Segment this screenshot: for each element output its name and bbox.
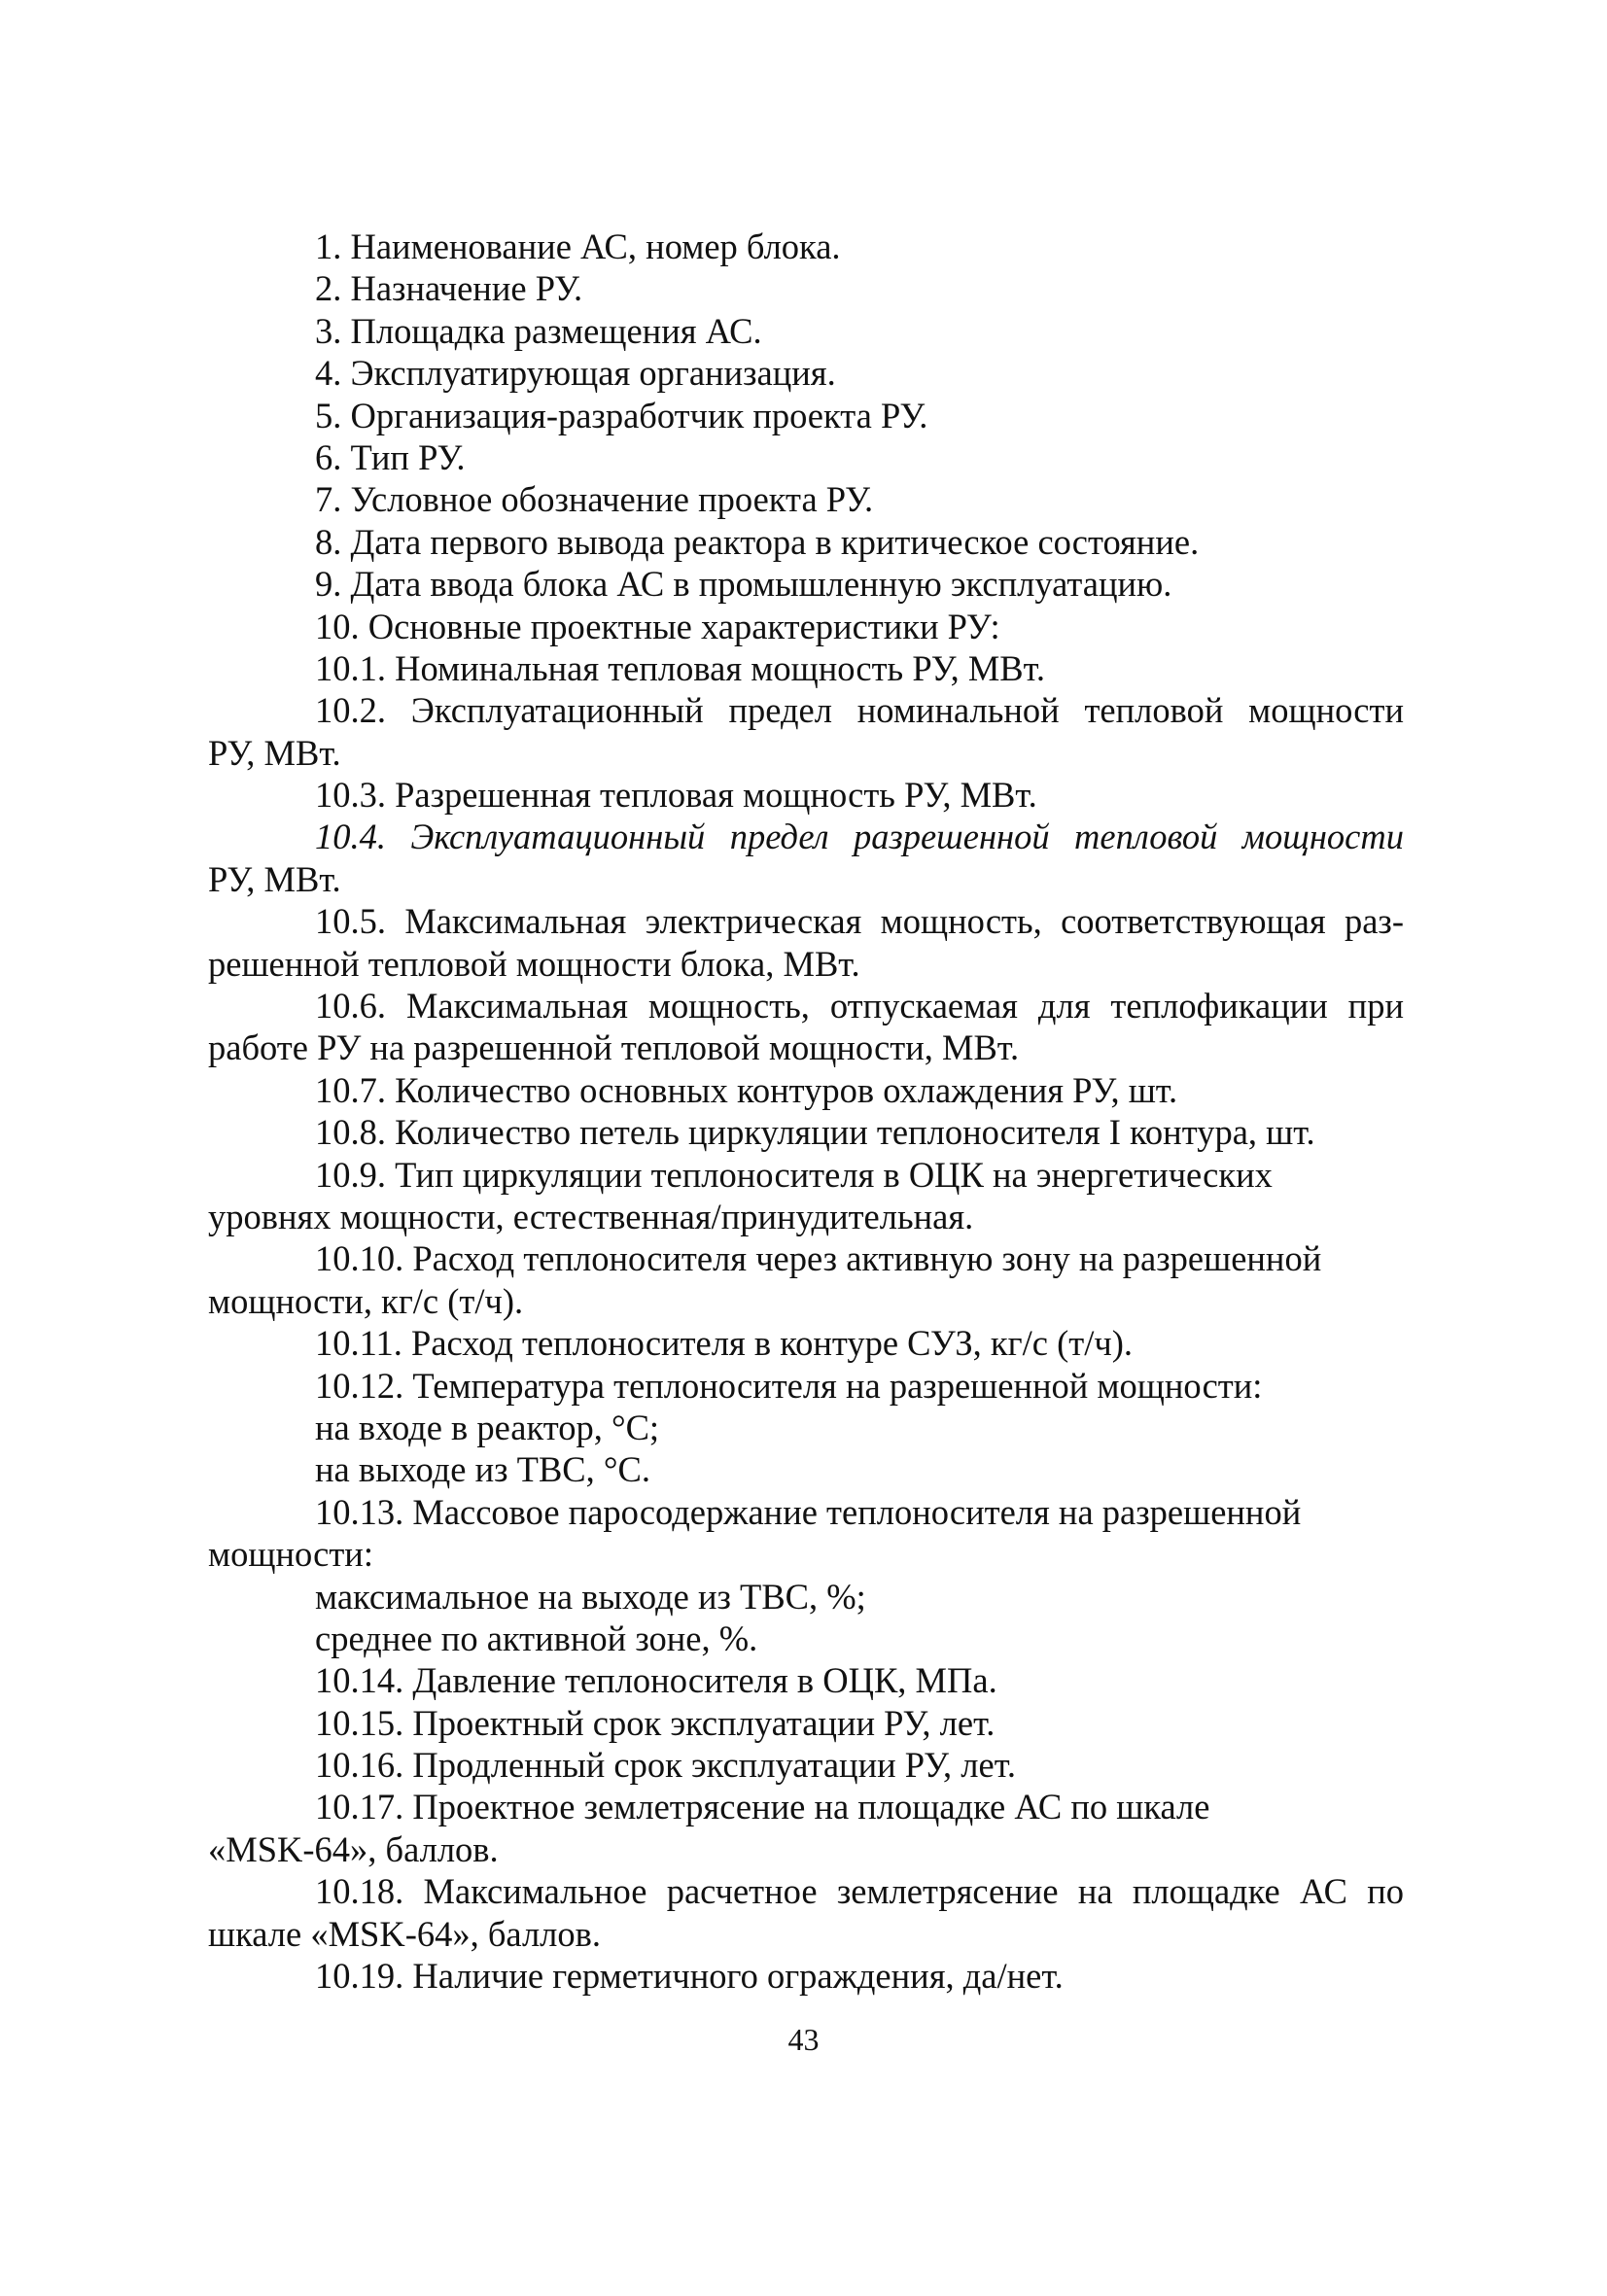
list-item: 10.2. Эксплуатационный предел номинальной тепловой мощности [315,690,1404,731]
list-item: 10.16. Продленный срок эксплуатации РУ, лет. [315,1745,1017,1786]
list-item: 10.9. Тип циркуляции теплоносителя в ОЦК на энергетических [315,1154,1273,1195]
sub-item: среднее по активной зоне, %. [315,1618,758,1658]
list-item: 9. Дата ввода блока АС в промышленную эксплуатацию. [315,564,1172,605]
list-item: 2. Назначение РУ. [315,268,583,309]
list-item: 10.1. Номинальная тепловая мощность РУ, МВт. [315,647,1045,688]
list-item: 10.10. Расход теплоносителя через активную зону на разрешенной [315,1238,1322,1279]
list-item: 10.17. Проектное землетрясение на площадке АС по шкале [315,1787,1210,1827]
list-item: 10.12. Температура теплоносителя на разрешенной мощности: [315,1365,1263,1406]
list-item-continuation: уровнях мощности, естественная/принудительная. [208,1196,974,1236]
list-item: 5. Организация-разработчик проекта РУ. [315,395,928,435]
list-item-continuation: «MSK-64», баллов. [208,1828,499,1869]
list-item: 10.3. Разрешенная тепловая мощность РУ, МВт. [315,775,1037,816]
list-item: 10.19. Наличие герметичного ограждения, да/нет. [315,1956,1064,1997]
page-number: 43 [787,2022,820,2057]
list-item: 10.18. Максимальное расчетное землетрясение на площадке АС по [315,1871,1404,1912]
list-item: 10.11. Расход теплоносителя в контуре СУЗ, кг/с (т/ч). [315,1323,1133,1364]
list-item: 1. Наименование АС, номер блока. [315,226,841,266]
list-item: 10.8. Количество петель циркуляции теплоносителя I контура, шт. [315,1112,1315,1153]
list-item: 10.6. Максимальная мощность, отпускаемая для теплофикации при [315,986,1404,1026]
list-item: 3. Площадка размещения АС. [315,310,762,351]
list-item: 10.14. Давление теплоносителя в ОЦК, МПа. [315,1660,997,1701]
list-item: 10.5. Максимальная электрическая мощность, соответствующая раз- [315,901,1404,942]
sub-item: на входе в реактор, °С; [315,1407,660,1447]
sub-item: на выходе из ТВС, °С. [315,1449,650,1490]
list-item: 10.7. Количество основных контуров охлаждения РУ, шт. [315,1069,1178,1110]
list-item: 10.4. Эксплуатационный предел разрешенной тепловой мощности [315,817,1404,857]
list-item: 7. Условное обозначение проекта РУ. [315,479,874,520]
list-item-continuation: РУ, МВт. [208,732,341,773]
list-item: 10.13. Массовое паросодержание теплоносителя на разрешенной [315,1491,1302,1532]
sub-item: максимальное на выходе из ТВС, %; [315,1576,866,1617]
list-item: 6. Тип РУ. [315,436,466,477]
list-item-continuation: шкале «MSK-64», баллов. [208,1913,601,1954]
list-item: 4. Эксплуатирующая организация. [315,353,836,394]
list-item-continuation: мощности: [208,1534,373,1575]
list-item-continuation: работе РУ на разрешенной тепловой мощности, МВт. [208,1027,1020,1068]
list-item-continuation: РУ, МВт. [208,858,341,899]
list-item: 10.15. Проектный срок эксплуатации РУ, лет. [315,1702,996,1743]
document-body [208,226,1404,1997]
list-item-continuation: мощности, кг/с (т/ч). [208,1280,524,1321]
list-item: 8. Дата первого вывода реактора в критическое состояние. [315,521,1200,562]
list-item: 10. Основные проектные характеристики РУ: [315,606,1000,646]
list-item-continuation: решенной тепловой мощности блока, МВт. [208,943,860,984]
